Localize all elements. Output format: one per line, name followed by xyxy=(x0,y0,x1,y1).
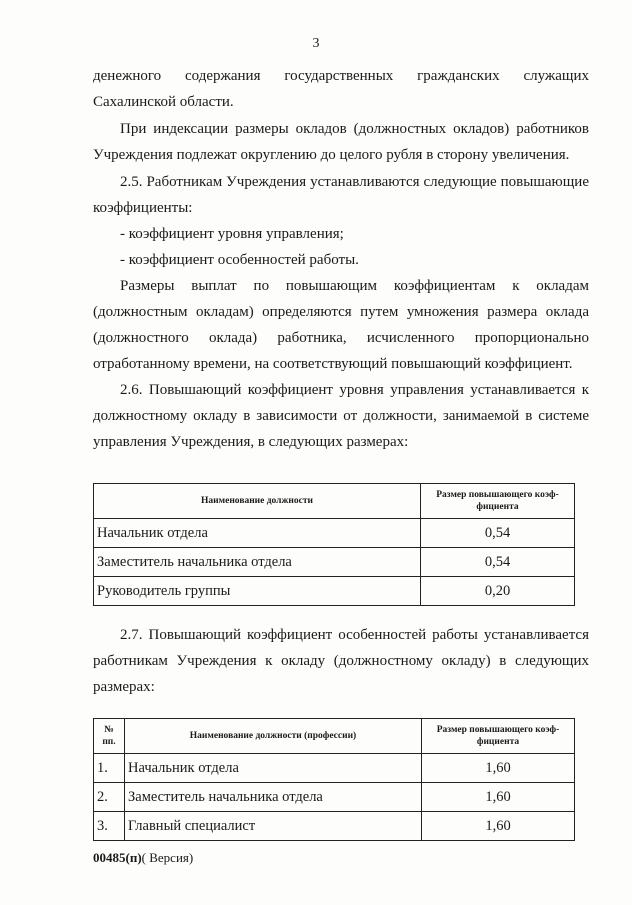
list-item-work-specifics: - коэффициент особенностей работы. xyxy=(120,252,359,268)
column-header-profession: Наименование должности (профессии) xyxy=(125,719,422,754)
profession-cell: Начальник отдела xyxy=(125,754,422,783)
table-row xyxy=(94,812,575,841)
coefficient-cell: 0,54 xyxy=(421,548,575,577)
paragraph-2-5: 2.5. Работникам Учреждения устанавливаются следующие повышающие коэффициенты: xyxy=(93,174,589,216)
page-number: 3 xyxy=(312,36,320,51)
coefficient-cell: 0,20 xyxy=(421,577,575,606)
coefficient-cell: 0,54 xyxy=(421,519,575,548)
work-specifics-table xyxy=(93,718,575,841)
column-header-coefficient: Размер повышающего коэф-фициента xyxy=(421,484,575,519)
paragraph-2-7: 2.7. Повышающий коэффициент особенностей работы устанавливается работникам Учреждения к окладу (должностному окладу) в следующих размерах: xyxy=(93,627,589,695)
row-number-cell: 2. xyxy=(94,783,125,812)
paragraph-2-6: 2.6. Повышающий коэффициент уровня управления устанавливается к должностному окладу в зависимости от должности, занимаемой в системе управления Учреждения, в следующих размерах: xyxy=(93,382,589,450)
paragraph-payment-calculation: Размеры выплат по повышающим коэффициентам к окладам (должностным окладам) определяются путем умножения размера оклада (должностного оклада) работника, исчисленного пропорционально отработанному времени, на соответствующий повышающий коэффициент. xyxy=(93,278,589,372)
document-footer xyxy=(93,850,193,866)
table-row xyxy=(94,783,575,812)
position-cell: Руководитель группы xyxy=(94,577,421,606)
table-header-row xyxy=(94,719,575,754)
column-header-coefficient: Размер повышающего коэф-фициента xyxy=(422,719,575,754)
position-cell: Заместитель начальника отдела xyxy=(94,548,421,577)
table-header-row xyxy=(94,484,575,519)
position-cell: Начальник отдела xyxy=(94,519,421,548)
coefficient-cell: 1,60 xyxy=(422,783,575,812)
coefficient-cell: 1,60 xyxy=(422,754,575,783)
document-code: 00485(п) xyxy=(93,850,142,865)
row-number-cell: 1. xyxy=(94,754,125,783)
management-level-table xyxy=(93,483,575,606)
list-item-management-level: - коэффициент уровня управления; xyxy=(120,226,344,242)
coefficient-cell: 1,60 xyxy=(422,812,575,841)
table-row xyxy=(94,754,575,783)
profession-cell: Главный специалист xyxy=(125,812,422,841)
paragraph-indexation: При индексации размеры окладов (должностных окладов) работников Учреждения подлежат округлению до целого рубля в сторону увеличения. xyxy=(93,121,589,163)
table-row xyxy=(94,577,575,606)
column-header-position: Наименование должности xyxy=(94,484,421,519)
table-row xyxy=(94,519,575,548)
row-number-cell: 3. xyxy=(94,812,125,841)
paragraph-salary-continuation: денежного содержания государственных гражданских служащих Сахалинской области. xyxy=(93,68,589,110)
column-header-number: № пп. xyxy=(94,719,125,754)
table-row xyxy=(94,548,575,577)
profession-cell: Заместитель начальника отдела xyxy=(125,783,422,812)
document-version: ( Версия) xyxy=(141,850,194,865)
